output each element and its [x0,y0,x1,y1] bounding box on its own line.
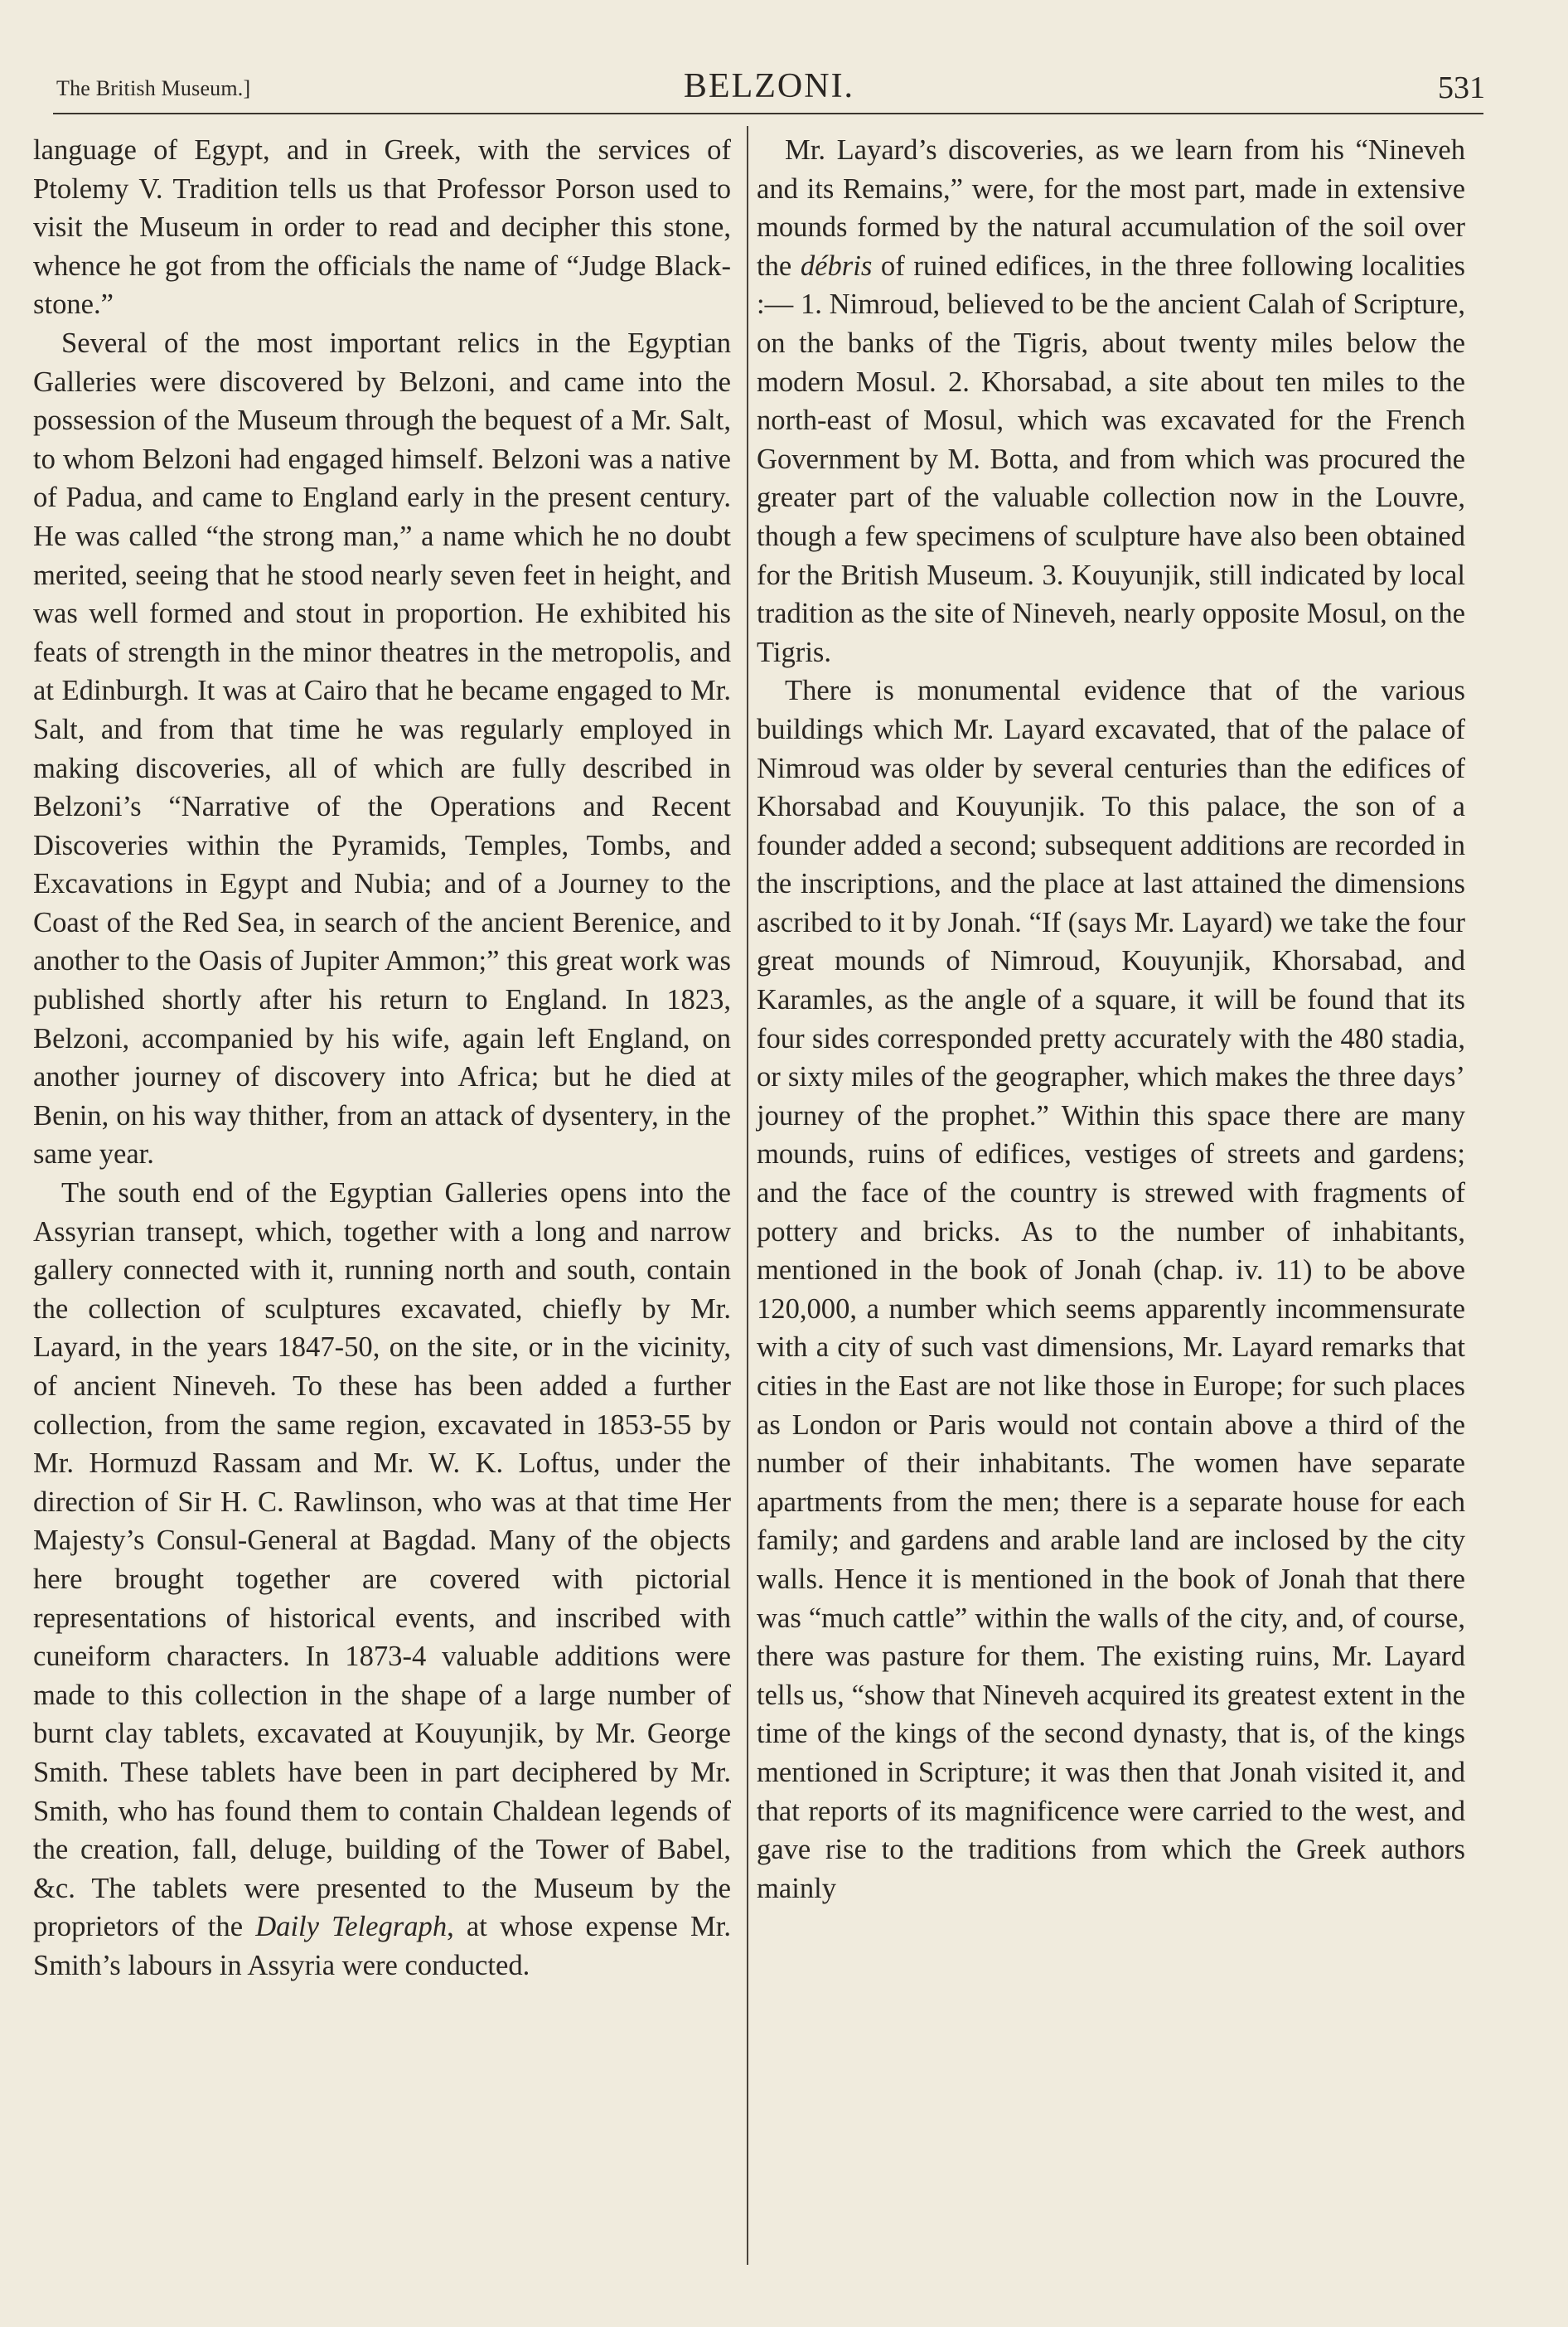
left-paragraph-2: Several of the most important relics in the Egyptian Galleries were discovered by Belzoni, and came into the possession of the Museum through the bequest of a Mr. Salt, to whom Belzoni had engaged himself. Belzoni was a native of Padua, and came to England early in the present century. He was called “the strong man,” a name which he no doubt merited, seeing that he stood nearly seven feet in height, and was well formed and stout in proportion. He exhibited his feats of strength in the minor theatres in the metropolis, and at Edinburgh. It was at Cairo that he became engaged to Mr. Salt, and from that time he was regularly employed in making discoveries, all of which are fully described in Belzoni’s “Narrative of the Operations and Recent Discoveries within the Pyramids, Temples, Tombs, and Excavations in Egypt and Nubia; and of a Journey to the Coast of the Red Sea, in search of the ancient Berenice, and another to the Oasis of Jupiter Ammon;” this great work was published shortly after his return to England. In 1823, Belzoni, accompanied by his wife, again left England, on another journey of discovery into Africa; but he died at Benin, on his way thither, from an attack of dysentery, in the same year. [33,327,731,1171]
left-paragraph-1: language of Egypt, and in Greek, with the services of Ptolemy V. Tradition tells us that Professor Porson used to visit the Museum in order to read and decipher this stone, whence he got from the officials the name of “Judge Black-stone.” [33,134,731,321]
newspaper-title: Daily Telegraph [255,1911,448,1943]
right-paragraph-1-text-b: of ruined edifices, in the three following localities :— 1. Nimroud, believed to be the ancient Calah of Scripture, on the banks of the Tigris, about twenty miles below the modern Mosul. 2. Khorsabad, a site about ten miles to the north-east of Mosul, which was excavated for the French Government by M. Botta, and from which was procured the greater part of the valuable collection now in the Louvre, though a few specimens of sculpture have also been obtained for the British Museum. 3. Kouyunjik, still indicated by local tradition as the site of Nineveh, nearly opposite Mosul, on the Tigris. [757,250,1465,668]
running-head-section: The British Museum.] [56,76,251,100]
right-paragraph-2: There is monumental evidence that of the various buildings which Mr. Layard excavated, that of the palace of Nimroud was older by several centuries than the edifices of Khorsabad and Kouyunjik. To this palace, the son of a founder added a second; subsequent additions are recorded in the inscriptions, and the place at last attained the dimensions ascribed to it by Jonah. “If (says Mr. Layard) we take the four great mounds of Nimroud, Kouyunjik, Khorsabad, and Karamles, as the angle of a square, it will be found that its four sides corresponded pretty accurately with the 480 stadia, or sixty miles of the geographer, which makes the three days’ journey of the prophet.” Within this space there are many mounds, ruins of edifices, vestiges of streets and gardens; and the face of the country is strewed with fragments of pottery and bricks. As to the number of inhabitants, mentioned in the book of Jonah (chap. iv. 11) to be above 120,000, a number which seems apparently incommensurate with a city of such vast dimensions, Mr. Layard remarks that cities in the East are not like those in Europe; for such places as London or Paris would not contain above a third of the number of their inhabitants. The women have separate apartments from the men; there is a separate house for each family; and gardens and arable land are inclosed by the city walls. Hence it is mentioned in the book of Jonah that there was “much cattle” within the walls of the city, and, of course, there was pasture for them. The existing ruins, Mr. Layard tells us, “show that Nineveh acquired its greatest extent in the time of the kings of the second dynasty, that is, of the kings mentioned in Scripture; it was then that Jonah visited it, and that reports of its magnificence were carried to the west, and gave rise to the traditions from which the Greek authors mainly [757,675,1465,1904]
running-head-title: BELZONI. [683,67,855,105]
page-number: 531 [1438,70,1485,105]
header-rule [53,113,1483,114]
left-paragraph-3-text-b: , at whose expense Mr. Smith’s labours in Assyria were conducted. [33,1911,731,1981]
right-paragraph-1-text-a: Mr. Layard’s discoveries, as we learn from his “Nineveh and its Remains,” were, for the most part, made in extensive mounds formed by the natural accumulation of the soil over the [757,134,1465,282]
left-paragraph-3 [33,1174,731,1985]
right-column [757,131,1465,1908]
left-paragraph-3-text-a: The south end of the Egyptian Galleries opens into the Assyrian transept, which, together with a long and narrow gallery connected with it, running north and south, contain the collection of sculptures excavated, chiefly by Mr. Layard, in the years 1847-50, on the site, or in the vicinity, of ancient Nineveh. To these has been added a further collection, from the same region, excavated in 1853-55 by Mr. Hormuzd Rassam and Mr. W. K. Loftus, under the direction of Sir H. C. Rawlinson, who was at that time Her Majesty’s Consul-General at Bagdad. Many of the objects here brought together are covered with pictorial representations of historical events, and inscribed with cuneiform characters. In 1873-4 valuable additions were made to this collection in the shape of a large number of burnt clay tablets, excavated at Kouyunjik, by Mr. George Smith. These tablets have been in part deciphered by Mr. Smith, who has found them to contain Chaldean legends of the creation, fall, deluge, building of the Tower of Babel, &c. The tablets were presented to the Museum by the proprietors of the [33,1177,731,1943]
debris-word: débris [800,250,873,282]
column-divider [747,126,748,2265]
right-paragraph-1 [757,131,1465,671]
running-head [53,58,1485,108]
left-column [33,131,731,1985]
